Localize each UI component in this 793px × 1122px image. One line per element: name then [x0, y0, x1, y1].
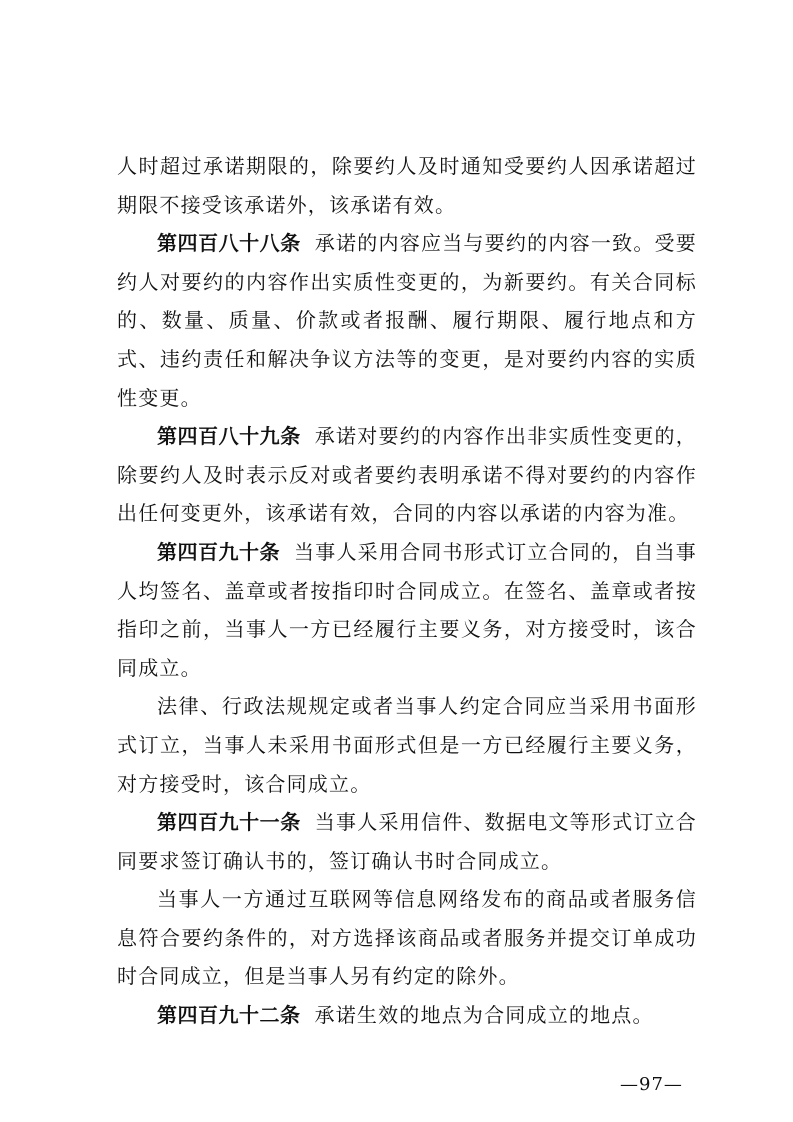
article-number: 第四百九十一条	[157, 810, 301, 835]
paragraph-6	[117, 803, 697, 880]
paragraph-text: 法律、行政法规规定或者当事人约定合同应当采用书面形式订立，当事人未采用书面形式但是一方已经履行主要义务，对方接受时，该合同成立。	[117, 694, 697, 796]
article-number: 第四百九十条	[157, 539, 281, 564]
paragraph-7	[117, 880, 697, 996]
article-number: 第四百九十二条	[157, 1003, 301, 1028]
paragraph-text: 当事人一方通过互联网等信息网络发布的商品或者服务信息符合要约条件的，对方选择该商品或者服务并提交订单成功时合同成立，但是当事人另有约定的除外。	[117, 887, 697, 989]
paragraph-8	[117, 996, 697, 1035]
document-body	[117, 147, 697, 1035]
paragraph-text: 承诺生效的地点为合同成立的地点。	[314, 1003, 654, 1028]
paragraph-2	[117, 224, 697, 417]
paragraph-text: 承诺对要约的内容作出非实质性变更的，除要约人及时表示反对或者要约表明承诺不得对要约的内容作出任何变更外，该承诺有效，合同的内容以承诺的内容为准。	[117, 424, 697, 526]
paragraph-5	[117, 687, 697, 803]
page-number: —97—	[620, 1074, 683, 1095]
paragraph-text: 人时超过承诺期限的，除要约人及时通知受要约人因承诺超过期限不接受该承诺外，该承诺有效。	[117, 154, 697, 217]
paragraph-1	[117, 147, 697, 224]
paragraph-4	[117, 533, 697, 687]
article-number: 第四百八十八条	[157, 231, 301, 256]
paragraph-3	[117, 417, 697, 533]
paragraph-text: 当事人采用信件、数据电文等形式订立合同要求签订确认书的，签订确认书时合同成立。	[117, 810, 697, 873]
article-number: 第四百八十九条	[157, 424, 301, 449]
paragraph-text: 当事人采用合同书形式订立合同的，自当事人均签名、盖章或者按指印时合同成立。在签名、盖章或者按指印之前，当事人一方已经履行主要义务，对方接受时，该合同成立。	[117, 539, 697, 680]
paragraph-text: 承诺的内容应当与要约的内容一致。受要约人对要约的内容作出实质性变更的，为新要约。有关合同标的、数量、质量、价款或者报酬、履行期限、履行地点和方式、违约责任和解决争议方法等的变更，是对要约内容的实质性变更。	[117, 231, 697, 410]
